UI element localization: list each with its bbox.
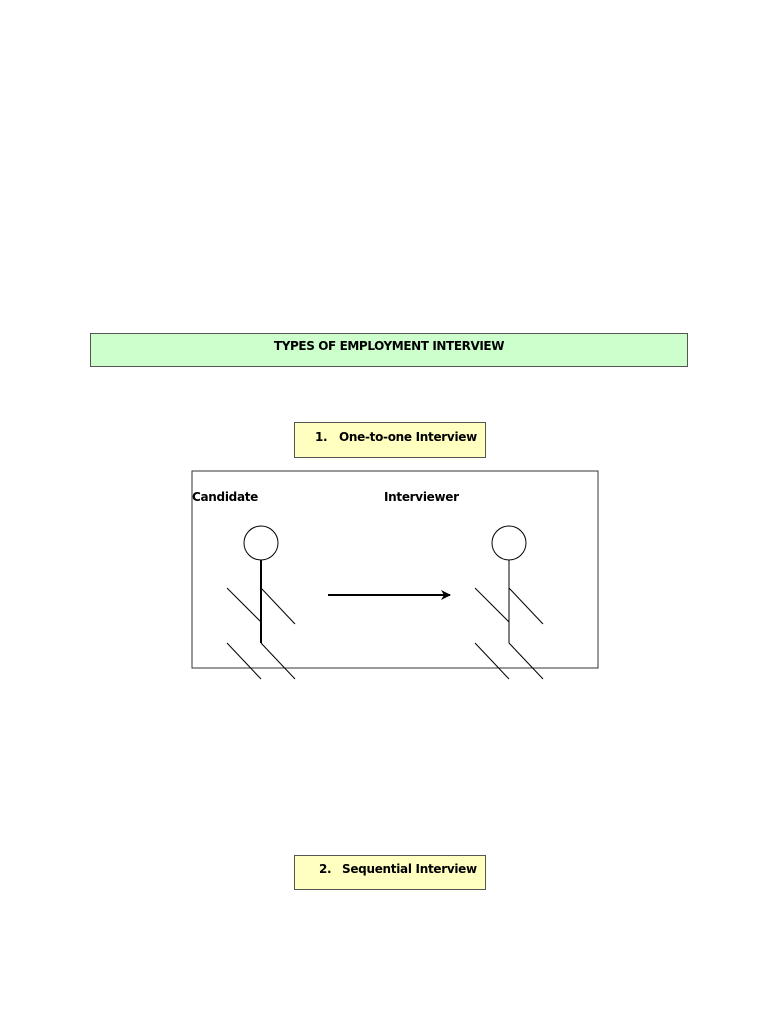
title-banner <box>90 333 688 367</box>
candidate-arm-left <box>227 588 261 622</box>
candidate-head <box>244 526 278 560</box>
interviewer-leg-left <box>475 643 509 679</box>
section-number: 2. <box>319 862 332 876</box>
section-label-one-to-one <box>294 422 486 458</box>
interviewer-head <box>492 526 526 560</box>
interviewer-label: Interviewer <box>384 490 459 504</box>
section-title: Sequential Interview <box>342 862 477 876</box>
section-label-sequential <box>294 855 486 890</box>
interviewer-figure <box>475 526 543 679</box>
interviewer-leg-right <box>509 643 543 679</box>
candidate-leg-left <box>227 643 261 679</box>
candidate-leg-right <box>261 643 295 679</box>
section-title: One-to-one Interview <box>339 430 477 444</box>
section-number: 1. <box>315 430 328 444</box>
candidate-figure <box>227 526 295 679</box>
interviewer-arm-right <box>509 588 543 624</box>
interviewer-arm-left <box>475 588 509 622</box>
candidate-arm-right <box>261 588 295 624</box>
page-title: TYPES OF EMPLOYMENT INTERVIEW <box>273 339 505 353</box>
candidate-label: Candidate <box>192 490 259 504</box>
